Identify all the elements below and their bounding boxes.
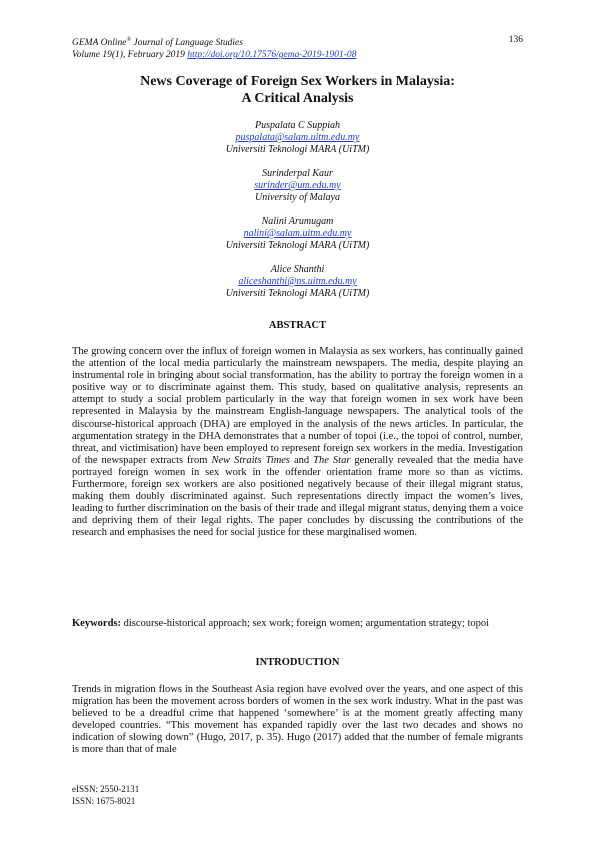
author-name: Alice Shanthi (270, 264, 325, 275)
keywords-text: discourse-historical approach; sex work; foreign women; argumentation strategy; topoi (121, 618, 490, 629)
abstract-text: The growing concern over the influx of foreign women in Malaysia as sex workers, has continually gained the attention of the local media particularly the mainstream newspapers. The media, despite playing an instrumental role in bringing about social transformation, has the ability to portray the foreign women in a positive way or to discriminate against them. This study, based on qualitative analysis, represents an attempt to study a social problem particularly in the way that foreign women in sex work have been represented in Malaysia by the mainstream English-language newspapers. The analytical tools of the discourse-historical approach (DHA) are employed in the analysis of the news articles. In particular, the argumentation strategy in the DHA demonstrates that a number of topoi (i.e., the topoi of control, number, threat, and victimisation) have been employed to represent foreign sex workers in the media. Investigation of the newspaper extracts from New Straits Times and The Star generally revealed that the media have portrayed foreign women in sex work in the offender orientation frame more so than as victims. Furthermore, foreign sex workers are also positioned negatively because of their illegal migrant status, making them doubly discriminated against. Such representations directly impact the women’s lives, leading to further discrimination on the basis of their trade and illegal migrant status, denying them a voice and depriving them of their legal rights. The paper concludes by discussing the contributions of the research and emphasises the need for social justice for these marginalised women. (72, 346, 523, 539)
running-header (72, 34, 523, 61)
introduction-text: Trends in migration flows in the Southeast Asia region have evolved over the years, and one aspect of this migration has been the movement across borders of women in the sex work industry. What in the past was believed to be a dreadful crime that happened ‘somewhere’ is at the moment greatly affecting many developed countries. “This movement has expanded rapidly over the last two decades and shows no indication of slowing down” (Hugo, 2017, p. 35). Hugo (2017) added that the number of female migrants is more than that of male (72, 684, 523, 756)
newspaper-title: The Star (313, 454, 351, 466)
eissn: eISSN: 2550-2131 (72, 784, 140, 794)
issn: ISSN: 1675-8021 (72, 795, 136, 806)
author-affiliation: Universiti Teknologi MARA (UiTM) (225, 288, 370, 299)
author-list (72, 120, 523, 312)
author-affiliation: Universiti Teknologi MARA (UiTM) (225, 240, 370, 251)
footer-issn (72, 784, 139, 807)
author-block (72, 216, 523, 252)
author-affiliation: University of Malaya (255, 192, 340, 203)
paper-title: News Coverage of Foreign Sex Workers in Malaysia: A Critical Analysis (140, 74, 455, 106)
volume-line: Volume 19(1), February 2019 http://doi.org/10.17576/gema-2019-1901-08 (72, 50, 357, 61)
author-name: Puspalata C Suppiah (254, 120, 340, 131)
author-email-link[interactable]: puspalata@salam.uitm.edu.my (235, 132, 360, 143)
author-block (72, 168, 523, 204)
author-email-link[interactable]: aliceshanthi@ns.uitm.edu.my (238, 276, 357, 287)
author-block (72, 120, 523, 156)
introduction-heading: INTRODUCTION (255, 657, 340, 668)
author-affiliation: Universiti Teknologi MARA (UiTM) (225, 144, 370, 155)
doi-link[interactable]: http://doi.org/10.17576/gema-2019-1901-08 (187, 50, 357, 61)
keywords (72, 618, 523, 630)
page-number: 136 (508, 35, 523, 45)
journal-name: GEMA Online® Journal of Language Studies (72, 37, 243, 49)
author-block (72, 264, 523, 300)
keywords-label: Keywords: (72, 618, 121, 629)
author-email-link[interactable]: surinder@um.edu.my (254, 180, 341, 191)
newspaper-title: New Straits Times (211, 454, 291, 466)
author-name: Nalini Arumugam (261, 216, 334, 227)
abstract-heading: ABSTRACT (268, 320, 327, 331)
author-name: Surinderpal Kaur (262, 168, 333, 179)
author-email-link[interactable]: nalini@salam.uitm.edu.my (243, 228, 352, 239)
